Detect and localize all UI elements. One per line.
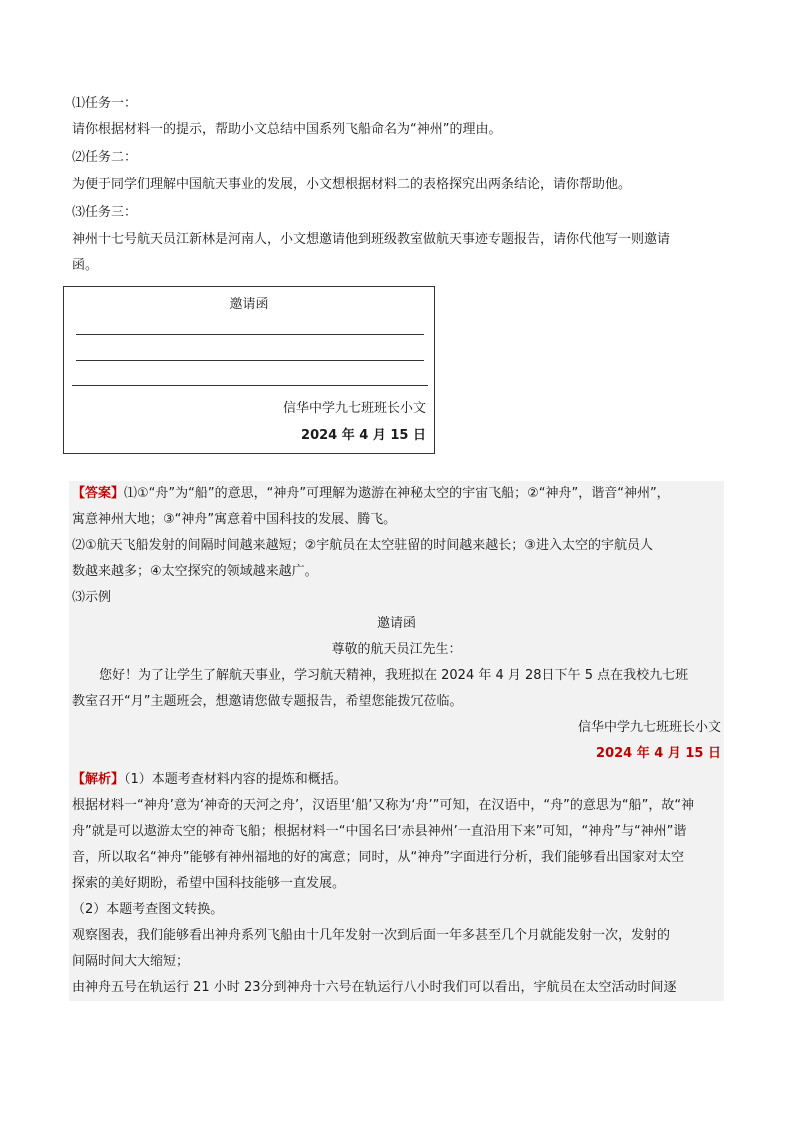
answer-line: ⑶示例 — [69, 585, 724, 611]
answer-line: ⑵①航天飞船发射的间隔时间越来越短；②宇航员在太空驻留的时间越来越长；③进入太空的宇航员人 — [69, 533, 724, 559]
analysis-line: 探索的美好期盼，希望中国科技能够一直发展。 — [69, 871, 724, 897]
analysis-line: 观察图表，我们能够看出神舟系列飞船由十几年发射一次到后面一年多甚至几个月就能发射一次，发射的 — [69, 923, 724, 949]
task1-text: 请你根据材料一的提示，帮助小文总结中国系列飞船命名为“神州”的理由。 — [72, 122, 502, 137]
blank-line — [72, 385, 428, 386]
task1-label: ⑴任务一： — [72, 96, 138, 111]
task3-label: ⑶任务三： — [72, 205, 138, 220]
invitation-signature: 信华中学九七班班长小文 — [282, 401, 426, 416]
task2-text: 为便于同学们理解中国航天事业的发展，小文想根据材料二的表格探究出两条结论，请你帮助他。 — [72, 177, 632, 192]
invitation-date: 2024 年 4 月 15 日 — [301, 428, 426, 443]
answer-line: 寓意神州大地；③“神舟”寓意着中国科技的发展、腾飞。 — [69, 507, 724, 533]
analysis-line: 由神舟五号在轨运行 21 小时 23分到神舟十六号在轨运行八小时我们可以看出，宇航员在太空活动时间逐 — [69, 975, 724, 1001]
answer-line: 【答案】⑴①“舟”为“船”的意思，“神舟”可理解为遨游在神秘太空的宇宙飞船；②“神舟”，谐音“神州”， — [69, 481, 724, 507]
letter-date: 2024 年 4 月 15 日 — [596, 746, 721, 761]
letter-greeting: 尊敬的航天员江先生： — [69, 637, 724, 663]
analysis-line: 间隔时间大大缩短； — [69, 949, 724, 975]
analysis-line: 【解析】（1）本题考查材料内容的提炼和概括。 — [69, 767, 724, 793]
analysis-line: （2）本题考查图文转换。 — [69, 897, 724, 923]
task2-label: ⑵任务二： — [72, 150, 138, 165]
blank-line — [76, 334, 424, 335]
answer-section — [69, 481, 724, 1001]
invitation-title: 邀请函 — [229, 297, 269, 312]
letter-body-line2: 教室召开“月”主题班会，想邀请您做专题报告，希望您能拨冗莅临。 — [69, 689, 724, 715]
answer-tag: 【答案】 — [72, 486, 125, 501]
letter-title: 邀请函 — [69, 611, 724, 637]
analysis-line: 音，所以取名“神舟”能够有神州福地的好的寓意；同时，从“神舟”字面进行分析，我们能够看出国家对太空 — [69, 845, 724, 871]
analysis-tag: 【解析】 — [72, 772, 125, 787]
analysis-line: 根据材料一“神舟’意为‘神奇的天河之舟’，汉语里‘船’又称为‘舟’”可知，在汉语中，“舟”的意思为“船”，故“神 — [69, 793, 724, 819]
letter-signature: 信华中学九七班班长小文 — [69, 715, 724, 741]
analysis-line: 舟”就是可以遨游太空的神奇飞船；根据材料一“中国名曰‘赤县神州’一直沿用下来”可知，“神舟”与“神州”谐 — [69, 819, 724, 845]
blank-line — [76, 360, 424, 361]
answer-line: 数越来越多；④太空探究的领域越来越广。 — [69, 559, 724, 585]
task3-text-line2: 函。 — [72, 258, 99, 273]
invitation-template-box — [63, 286, 435, 454]
task3-text-line1: 神州十七号航天员江新林是河南人，小文想邀请他到班级教室做航天事迹专题报告，请你代他写一则邀请 — [72, 232, 671, 247]
letter-body-line1: 您好！为了让学生了解航天事业，学习航天精神，我班拟在 2024 年 4 月 28日下午 5 点在我校九七班 — [69, 663, 724, 689]
